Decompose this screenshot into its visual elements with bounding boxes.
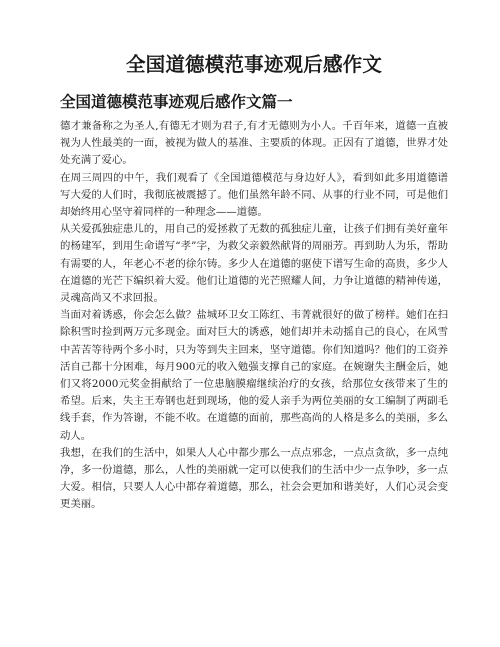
- paragraph-role-models: 从关爱孤独症患儿的，用自己的爱拯救了无数的孤独症儿童，让孩子们拥有美好童年的杨建军，到用生命谱写“孝”字，为救父亲毅然献肾的周丽芳。再到助人为乐，帮助有需要的人，年老心不老的徐尔铸。多少人在道德的驱使下谱写生命的高贵，多少人在道德的光芒下编织着大爱。他们让道德的光芒照耀人间，力争让道德的精神传递，灵魂高尚又不求回报。: [60, 223, 448, 305]
- document-body: [60, 118, 448, 514]
- document-title: 全国道德模范事迹观后感作文: [125, 53, 383, 76]
- paragraph-sanitation-workers: 当面对着诱惑，你会怎么做？盐城环卫女工陈红、韦菁就很好的做了榜样。她们在扫除积雪时捡到两万元多现金。面对巨大的诱惑，她们却并未动摇自己的良心，在风雪中苦苦等待两个多小时，只为等到失主回来，坚守道德。你们知道吗？他们的工资养活自己都十分困难，每月900元的收入勉强支撑自己的家庭。在婉谢失主酬金后，她们又将2000元奖金捐献给了一位患脑膜瘤继续治疗的女孩，给那位女孩带来了生的希望。后来，失主王寿钢也赶到现场，他的爱人亲手为两位美丽的女工编制了两副毛线手套，作为答谢，不能不收。在道德的面前，那些高尚的人格是多么的美丽，多么动人。: [60, 309, 448, 442]
- paragraph-conclusion: 我想，在我们的生活中，如果人人心中都少那么一点点邪念，一点点贪欲，多一点纯净，多一份道德，那么，人性的美丽就一定可以使我们的生活中少一点争吵，多一点大爱。相信，只要人人心中都存着道德，那么，社会会更加和谐美好，人们心灵会变更美丽。: [60, 446, 448, 511]
- paragraph-viewing: 在周三周四的中午，我们观看了《全国道德模范与身边好人》，看到如此多用道德谱写大爱的人们时，我彻底被震撼了。他们虽然年龄不同、从事的行业不同，可是他们却始终用心坚守着同样的一种理念——道德。: [60, 171, 448, 219]
- paragraph-intro: 德才兼备称之为圣人,有德无才则为君子,有才无德则为小人。千百年来，道德一直被视为人性最美的一面，被视为做人的基准、主要质的体现。正因有了道德，世界才处处充满了爱心。: [60, 120, 448, 167]
- section-heading: 全国道德模范事迹观后感作文篇一: [60, 92, 293, 111]
